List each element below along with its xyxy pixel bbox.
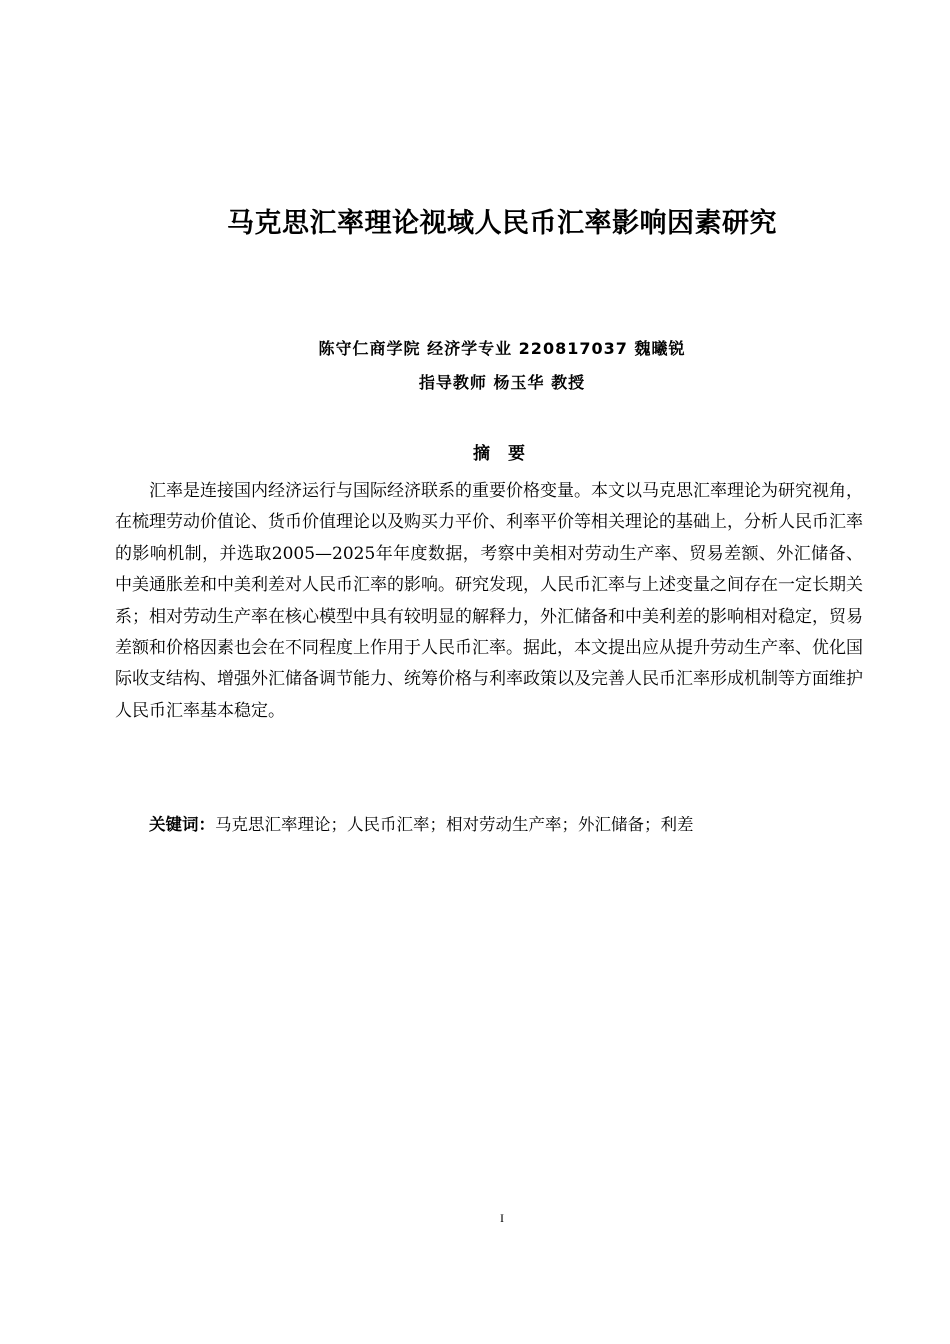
keywords-line	[149, 810, 869, 840]
abstract-heading: 摘 要	[473, 444, 531, 464]
paper-title: 马克思汇率理论视域人民币汇率影响因素研究	[227, 208, 777, 239]
advisor-line: 指导教师 杨玉华 教授	[418, 373, 586, 392]
keywords-label: 关键词：	[149, 815, 215, 834]
page-number: I	[500, 1211, 504, 1225]
keywords-text: 马克思汇率理论；人民币汇率；相对劳动生产率；外汇储备；利差	[215, 815, 694, 834]
author-line: 陈守仁商学院 经济学专业 220817037 魏曦锐	[318, 339, 686, 358]
abstract-paragraph: 汇率是连接国内经济运行与国际经济联系的重要价格变量。本文以马克思汇率理论为研究视角，在梳理劳动价值论、货币价值理论以及购买力平价、利率平价等相关理论的基础上，分析人民币汇率的影响机制，并选取2005—2025年年度数据，考察中美相对劳动生产率、贸易差额、外汇储备、中美通胀差和中美利差对人民币汇率的影响。研究发现，人民币汇率与上述变量之间存在一定长期关系；相对劳动生产率在核心模型中具有较明显的解释力，外汇储备和中美利差的影响相对稳定，贸易差额和价格因素也会在不同程度上作用于人民币汇率。据此，本文提出应从提升劳动生产率、优化国际收支结构、增强外汇储备调节能力、统筹价格与利率政策以及完善人民币汇率形成机制等方面维护人民币汇率基本稳定。	[115, 481, 863, 721]
